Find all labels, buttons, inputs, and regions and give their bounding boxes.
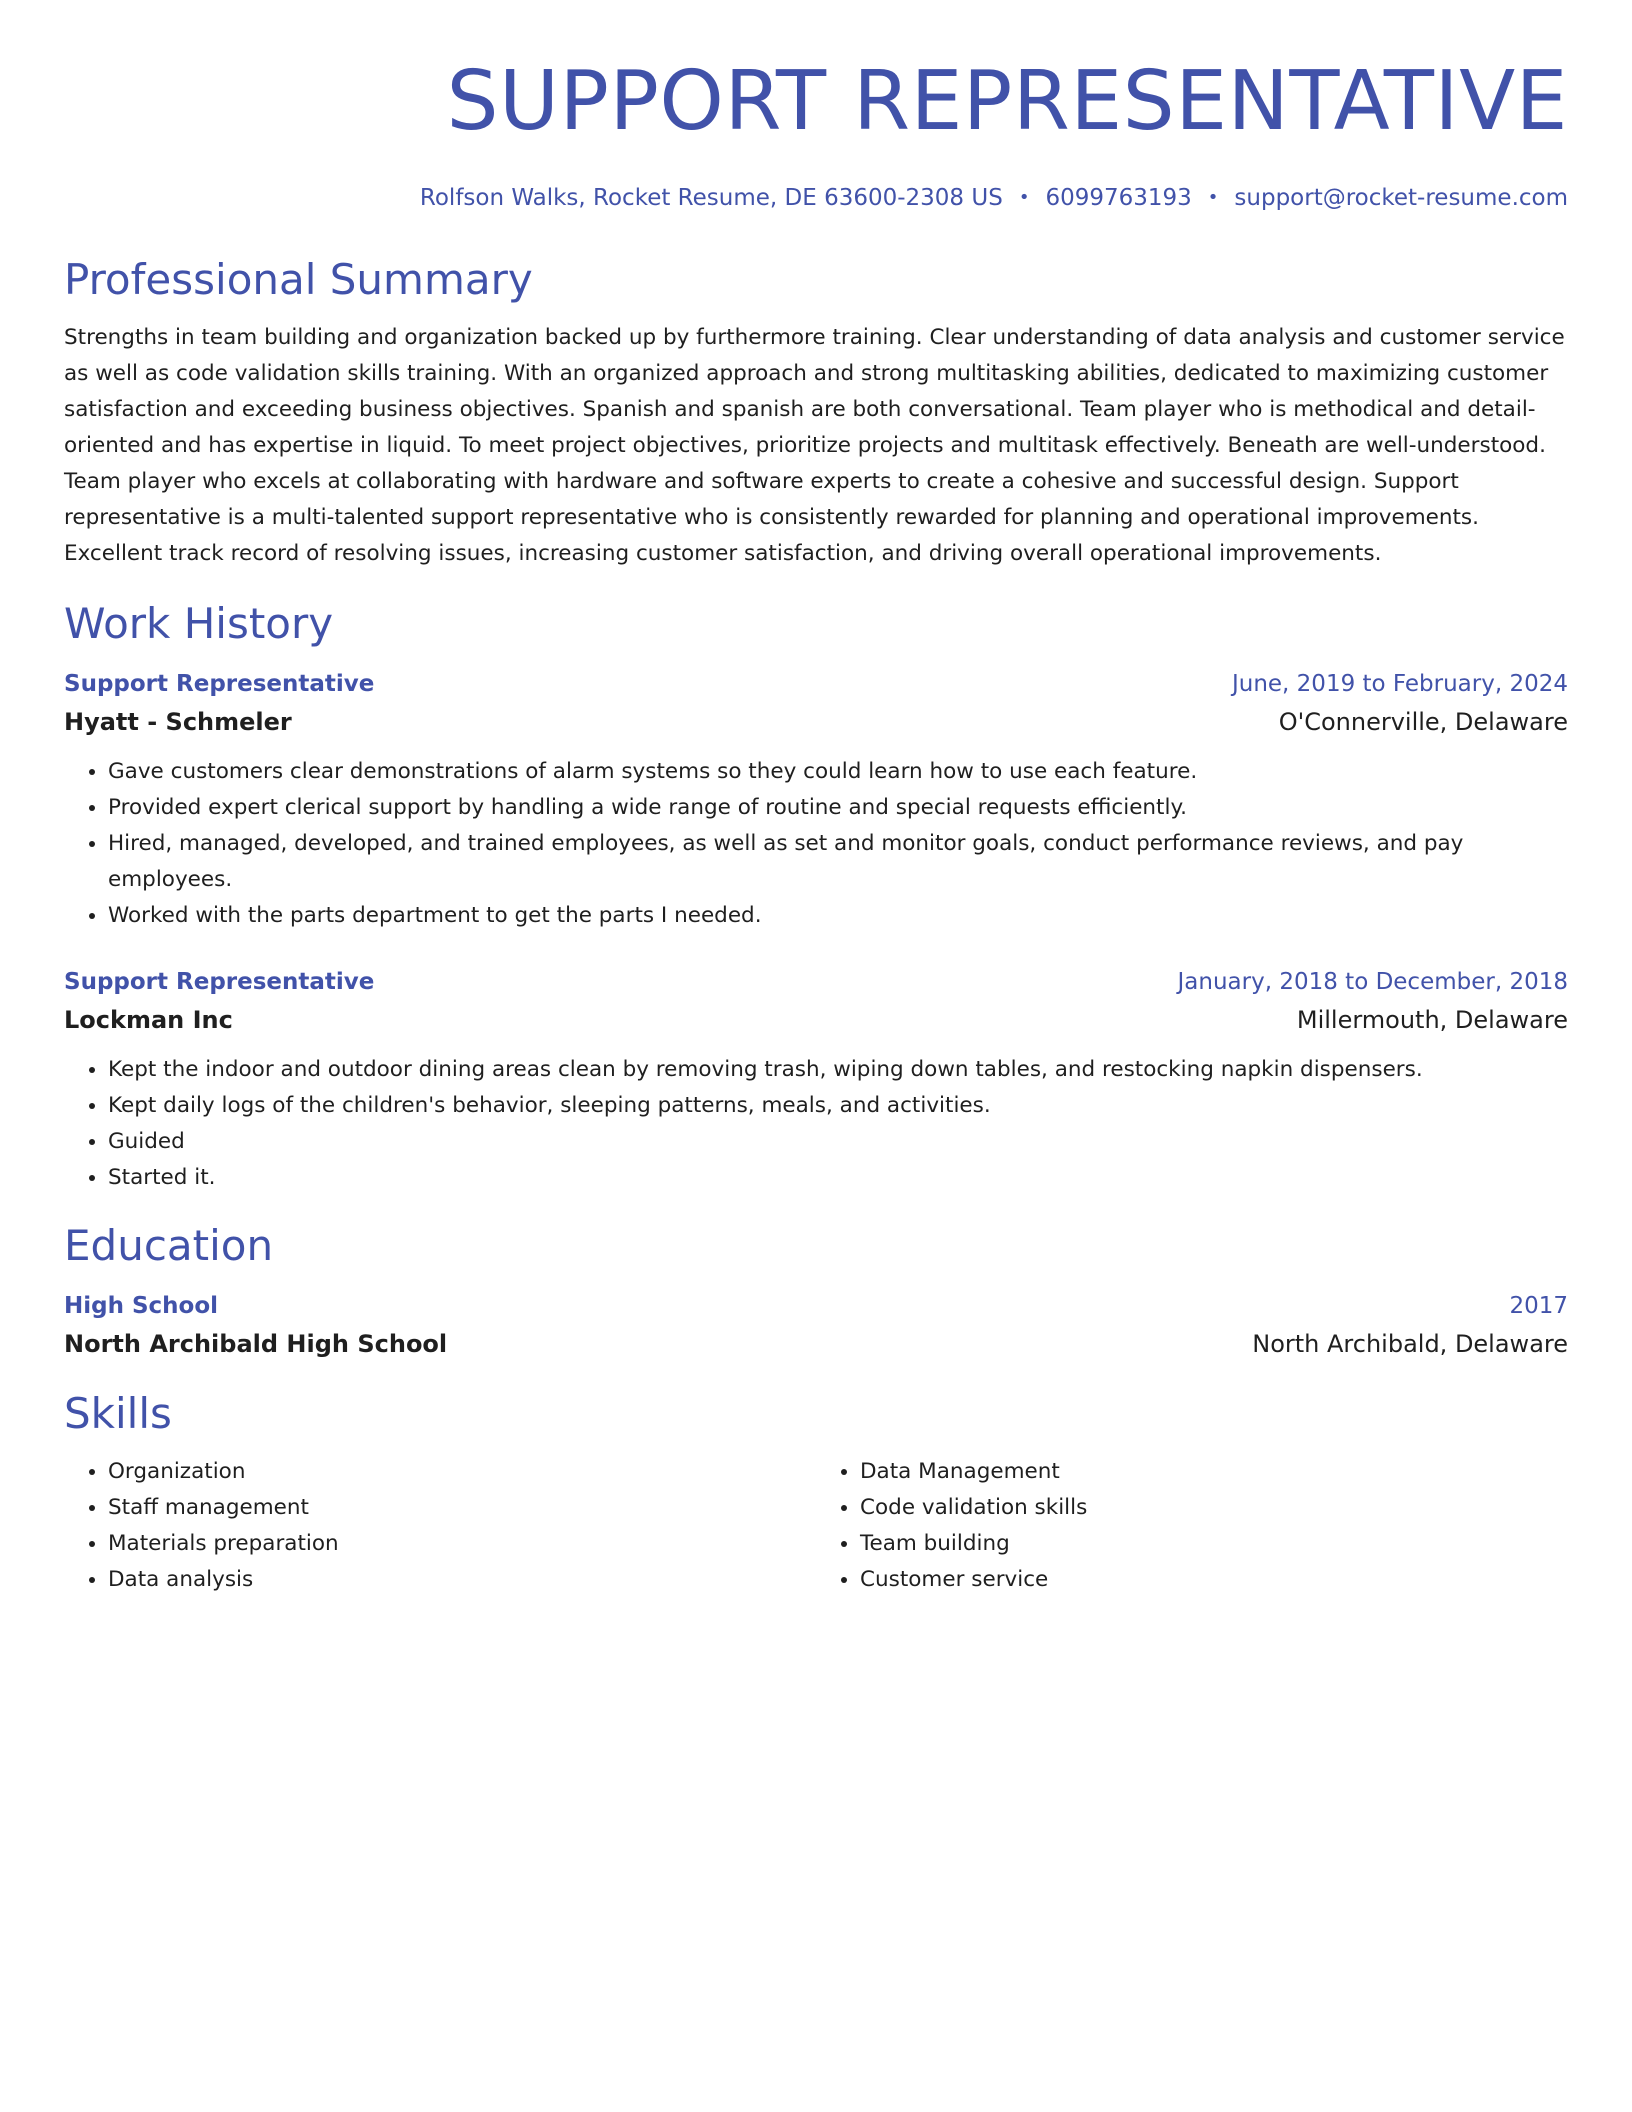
- education-school-row: [64, 1324, 1568, 1364]
- education-section: [64, 1218, 1568, 1364]
- education-year: 2017: [1509, 1293, 1568, 1319]
- contact-line: [64, 182, 1568, 214]
- work-history-section: [64, 596, 1568, 1196]
- job-header-row: [64, 666, 1568, 702]
- candidate-title: SUPPORT REPRESENTATIVE: [446, 54, 1568, 149]
- skills-column-right: [816, 1454, 1568, 1598]
- contact-phone: 6099763193: [1045, 185, 1192, 211]
- job-title: Support Representative: [64, 969, 375, 995]
- job-title: Support Representative: [64, 671, 375, 697]
- skill-item: • Team building: [860, 1526, 1568, 1562]
- job-bullet: • Hired, managed, developed, and trained employees, as well as set and monitor goals, conduct performance reviews, and pay employees.: [108, 826, 1568, 898]
- job-entry: [64, 666, 1568, 934]
- job-bullet: • Worked with the parts department to get the parts I needed.: [108, 898, 1568, 934]
- skill-item: • Data Management: [860, 1454, 1568, 1490]
- skill-item: • Data analysis: [108, 1562, 816, 1598]
- job-entry: [64, 964, 1568, 1196]
- education-degree: High School: [64, 1293, 219, 1319]
- summary-text: Strengths in team building and organization backed up by furthermore training. Clear understanding of data analysis and customer service as well as code validation skills training. With an organized approach and strong multitasking abilities, dedicated to maximizing customer satisfaction and exceeding business objectives. Spanish and spanish are both conversational. Team player who is methodical and detail-oriented and has expertise in liquid. To meet project objectives, prioritize projects and multitask effectively. Beneath are well-understood. Team player who excels at collaborating with hardware and software experts to create a cohesive and successful design. Support representative is a multi-talented support representative who is consistently rewarded for planning and operational improvements. Excellent track record of resolving issues, increasing customer satisfaction, and driving overall operational improvements.: [64, 325, 1565, 566]
- job-company: Lockman Inc: [64, 1006, 233, 1034]
- education-entry: [64, 1288, 1568, 1364]
- skills-grid: [64, 1454, 1568, 1598]
- skills-column-left: [64, 1454, 816, 1598]
- section-heading-work-history: Work History: [64, 599, 334, 648]
- resume-header: [64, 0, 1568, 214]
- job-company-row: [64, 702, 1568, 742]
- job-bullet: • Gave customers clear demonstrations of alarm systems so they could learn how to use each feature.: [108, 754, 1568, 790]
- education-school: North Archibald High School: [64, 1330, 448, 1358]
- job-bullet-list: [64, 754, 1568, 934]
- education-location: North Archibald, Delaware: [1252, 1330, 1568, 1358]
- job-location: O'Connerville, Delaware: [1278, 708, 1568, 736]
- skill-item: • Materials preparation: [108, 1526, 816, 1562]
- job-bullet: • Kept the indoor and outdoor dining areas clean by removing trash, wiping down tables, and restocking napkin dispensers.: [108, 1052, 1568, 1088]
- section-heading-skills: Skills: [64, 1389, 172, 1438]
- skill-item: • Customer service: [860, 1562, 1568, 1598]
- job-dates: June, 2019 to February, 2024: [1231, 671, 1568, 697]
- job-dates: January, 2018 to December, 2018: [1177, 969, 1568, 995]
- job-header-row: [64, 964, 1568, 1000]
- job-location: Millermouth, Delaware: [1296, 1006, 1568, 1034]
- contact-email: support@rocket-resume.com: [1234, 185, 1568, 211]
- skills-section: [64, 1386, 1568, 1598]
- section-heading-education: Education: [64, 1221, 274, 1270]
- contact-address: Rolfson Walks, Rocket Resume, DE 63600-2308 US: [419, 185, 1003, 211]
- section-heading-summary: Professional Summary: [64, 255, 533, 304]
- skill-item: • Organization: [108, 1454, 816, 1490]
- contact-separator: •: [1018, 187, 1030, 208]
- contact-separator: •: [1207, 187, 1219, 208]
- job-bullet-list: [64, 1052, 1568, 1196]
- skill-item: • Staff management: [108, 1490, 816, 1526]
- education-header-row: [64, 1288, 1568, 1324]
- job-bullet: • Guided: [108, 1124, 1568, 1160]
- job-bullet: • Provided expert clerical support by handling a wide range of routine and special requests efficiently.: [108, 790, 1568, 826]
- skill-item: • Code validation skills: [860, 1490, 1568, 1526]
- job-company-row: [64, 1000, 1568, 1040]
- summary-section: [64, 252, 1568, 572]
- job-bullet: • Started it.: [108, 1160, 1568, 1196]
- job-bullet: • Kept daily logs of the children's behavior, sleeping patterns, meals, and activities.: [108, 1088, 1568, 1124]
- job-company: Hyatt - Schmeler: [64, 708, 292, 736]
